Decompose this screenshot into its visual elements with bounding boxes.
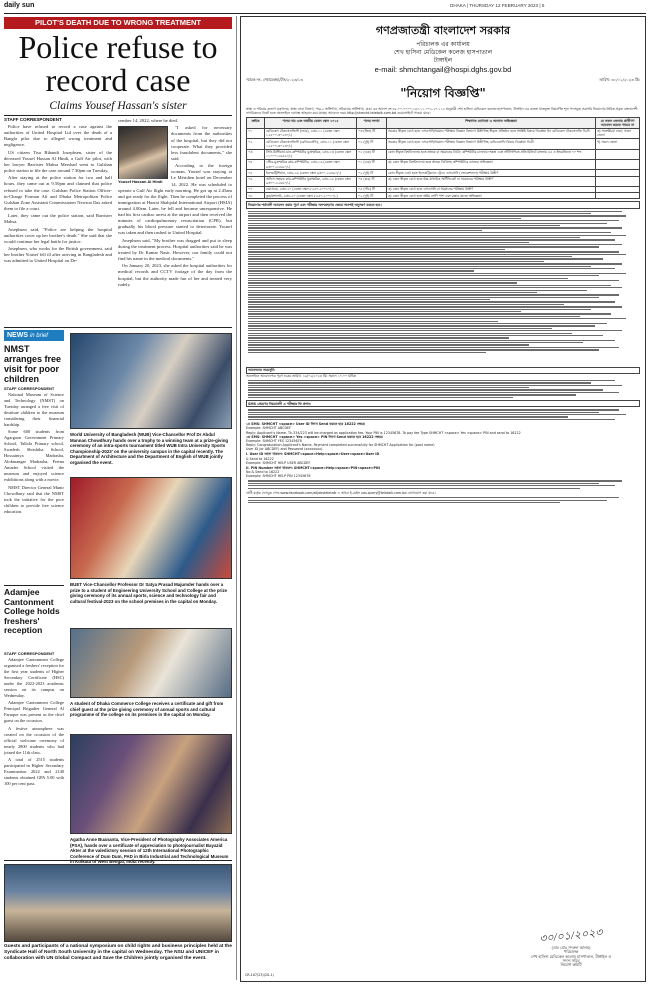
ad-conditions-list: [246, 209, 640, 367]
brief-paragraph: A festive atmosphere was created on the occasion of the official welcome ceremony of nearly 2800 students who had joined the 11th class.: [4, 725, 64, 755]
table-cell: কুক/মশালচি, গ্রেড-২০ (বেতন স্কেল ৮২৫০-২০০১০/-): [265, 193, 357, 199]
brief-divider: [4, 585, 64, 586]
brief-adamjee-byline: STAFF CORRESPONDENT: [4, 651, 55, 656]
ad-online-rules: [246, 378, 640, 400]
ad-office: পরিচালক এর কার্যালয়: [416, 41, 470, 48]
table-row: [247, 149, 640, 159]
ad-online-start: অনলাইনে আবেদনপত্র পূরণ শুরুর তারিখ: ১৬/০২/২০২৩ খ্রি: সকাল ১০.০০ ঘটিকা: [246, 373, 357, 378]
story-byline: STAFF CORRESPONDENT: [4, 117, 62, 122]
ad-conditions-title: নিয়োগের শর্তাবলী আবেদন করার পূর্বে এবং পরীক্ষায় অংশগ্রহণের ক্ষেত্রে অবশ্যই অনুসরণ করতে হবে।: [246, 201, 640, 208]
ad-sms2: ২য় SMS: SHMCHT <space> Yes <space> PIN লিখে Send করতে হবে 16222 নম্বরে।: [246, 434, 383, 439]
table-cell: ০৫: [247, 170, 265, 176]
brief-paragraph: Some 600 students from Agargaon Government Primary School, Tallola Primary school, Swadesh Shrishtha School, Hossainiya Madrasha, Alokmangar Madrasha, Prerna Amader School visited the museum and enjoyed science exhibitions along with a movie.: [4, 429, 64, 483]
table-row: [247, 139, 640, 149]
table-cell: ক) কোন স্বীকৃত বিশ্ববিদ্যালয় হতে স্নাতক ডিগ্রিসহ কম্পিউটারে কাজের অভিজ্ঞতা: [387, 159, 596, 169]
ad-online-title: আবেদনের সময়সূচী:: [246, 367, 640, 374]
story-paragraph: Police have refused to record a case against the authorities of United Hospital Ltd over the death of a Bangla pilot due to alleged wrong treatment and negligence.: [4, 124, 112, 148]
table-header-cell: যে সকল জেলার প্রার্থীগণ আবেদন করতে পারবে না: [596, 118, 640, 128]
ad-forgot-pin: II. PIN Number জানা থাকলে: SHMCHT<space>Help<space>PIN<space>PIN: [246, 465, 380, 470]
table-cell: ক) সাতক্ষীরা/ ঢাকা; সকল জেলা: [596, 128, 640, 138]
table-cell: সরকার স্বীকৃত বোর্ড হতে এসএসসি/সমমান পরীক্ষায় বিজ্ঞান বিভাগে উত্তীর্ণসহ রেডিওগ্রাফি বিষয়ে ডিপ্লোমা ডিগ্রী: [387, 139, 596, 149]
ad-footer-note: প্রার্থী কর্তৃক ফেসবুক পেজ www.facebook.com/alljobsteletalk এ অথবা ই-মেইল vas.query@teletalk.com.bd যোগাযোগ করা যাবে।: [246, 490, 436, 495]
table-cell: ০৪ (চার) টি: [357, 176, 387, 186]
table-row: [247, 193, 640, 199]
buet-prize-photo: [70, 477, 232, 579]
story-col1: [4, 124, 112, 324]
table-cell: ০৩ (তিন) টি: [357, 128, 387, 138]
brief-nmst-headline: NMST arranges free visit for poor children: [4, 344, 62, 384]
table-header-row: [247, 118, 640, 128]
table-header-cell: শিক্ষাগত যোগ্যতা ও অন্যান্য অভিজ্ঞতা: [387, 118, 596, 128]
table-row: [247, 159, 640, 169]
photos-bottom-rule: [4, 860, 232, 861]
column-divider: [236, 16, 237, 980]
ad-hospital: শেখ হাসিনা মেডিকেল কলেজ হাসপাতাল: [393, 49, 493, 56]
ad-signature: ৩০/০১/২০২৩: [538, 926, 604, 946]
table-cell: ০৩: [247, 149, 265, 159]
table-cell: ০৭: [247, 186, 265, 192]
table-cell: ক) কোন স্বীকৃত বোর্ড হতে উচ্চ মাধ্যমিক সার্টিফিকেট বা সমমানের পরীক্ষায় উত্তীর্ণ: [387, 176, 596, 186]
brief-paragraph: National Museum of Science and Technology (NMST) on Tuesday arranged a free visit of destitute children to the museum considering their financial hardship.: [4, 392, 64, 427]
table-cell: ওয়ার্ডবয়, গ্রেড-২০ (বেতন স্কেল ৮২৫০-২০০১০/-): [265, 186, 357, 192]
table-cell: খ) সকল জেলা: [596, 139, 640, 149]
table-cell: [596, 149, 640, 159]
ad-signer-role: সদস্য সচিব: [562, 957, 580, 963]
table-cell: ০২ (দুই) টি: [357, 139, 387, 149]
ad-reply2: Reply: Congratulation Applicant's Name, Payment completed successfully for SHMCHT Application for (post name): [246, 443, 435, 448]
ad-pin-example: Example: SHMCHT HELP PIN 12345678: [246, 474, 311, 479]
ad-email: e-mail: shmchtangail@hospi.dghs.gov.bd: [374, 65, 512, 74]
ad-signer-title: পরিচালক: [563, 949, 579, 955]
ad-example2: Example: SHMCHT YES 12345678: [246, 438, 302, 443]
brief-paragraph: Adamjee Cantonment College Principal Brigadier General Al Faruque was present as the chief guest on the occasion.: [4, 700, 64, 724]
story-col2: [118, 118, 232, 324]
ad-final-rules-2: [246, 495, 640, 505]
ad-reference: CR-107(23)(20-1): [245, 972, 274, 977]
ad-intro: স্বাস্থ্য ও পরিবার কল্যাণ মন্ত্রণালয়, স্বাস্থ্য সেবা বিভাগ, পার-২ অধিশাখা, সচিবালয় অধিশাখা, ঢাকা এর আদেশ নং ৪৫.০০.০০০০.১৪০.১১.০০২.২০.১১২ অনুযায়ী শেখ হাসিনা মেডিকেল কলেজ হাসপাতাল, টাঙ্গাইল এর রাজস্ব খাতভুক্ত নিম্নবর্ণিত শূন্য পদসমূহে সরাসরি নিয়োগের নিমিত্ত প্রকৃত বাংলাদেশী নাগরিকদের নিকট হতে অনলাইনে দরখাস্ত আহবান করা যাচ্ছে। আবেদন ফরম http://shmcht.teletalk.com.bd ওয়েবসাইটে পাওয়া যাবে।: [246, 107, 638, 116]
ad-signature-block: [511, 927, 631, 967]
ad-memo-number: স্মারক নং- শেহামেকহা/টাং/২০২৩/১৩: [246, 77, 303, 82]
table-cell: ইলেকট্রিশিয়ান, গ্রেড-১৬ (বেতন স্কেল ৯৩০০-২২৪৯০/-): [265, 170, 357, 176]
symposium-photo-caption: Guests and participants of a national symposium on child rights and business principles held at the Syndicate Hall of North South University in the capital on Wednesday. The NSU and UNICEF in collaboration with UN Global Compact and Save the Children jointly organised the event.: [4, 944, 232, 961]
story-subhead-rule: [4, 115, 232, 116]
table-cell: মেডিকেল টেকনোলজিস্ট (রেডিওগ্রাফি), গ্রেড-১১ (বেতন স্কেল ১২৫০০-৩০২৩০/-): [265, 139, 357, 149]
brief-adamjee-headline: Adamjee Cantonment College holds freshers' reception: [4, 587, 60, 635]
commerce-photo-caption: A student of Dhaka Commerce College receives a certificate and gift from chief guest at the prize giving ceremony of annual sports and cultural programme of the college on its premises in the capital on Monday.: [70, 701, 224, 717]
story-paragraph: Later, they came out the police station, said Barrister Mahsa.: [4, 213, 112, 225]
brief-paragraph: NMST Director General Munir Chowdhury said that the NMST took the initiative for the poor children to provide free science education.: [4, 484, 64, 514]
in-brief-label: in brief: [29, 333, 48, 339]
table-cell: অফিস সহায়ক কাম-কম্পিউটার মুদ্রাক্ষরিক, গ্রেড-১৬ (বেতন স্কেল ৯৩০০-২২৪৯০/-): [265, 176, 357, 186]
story-paragraph: After staying at the police station for two and half hours, they came out at 9.50pm and claimed that police refused to take the case. Gulshan Police Station Officer-in-Charge Forman Ali and Dhaka Metropolitan Police Gulshan Zone Assistant Commissioner Newton Das asked them to file a court.: [4, 175, 112, 211]
brief-paragraph: A total of 2515 students participated in Higher Secondary Examination 2022 and 2140 students obtained GPA 5.00 with 100 per cent pass.: [4, 756, 64, 786]
ad-userid-line: User ID (or ABCDEF) and Password (xxxxxxxx).: [246, 447, 324, 452]
table-cell: ০৬: [247, 176, 265, 186]
table-cell: সিনি.মিস্টিয়ার্ড মান-কম্পিউটার মুদ্রাক্ষরিক, গ্রেড-১৩ (বেতন স্কেল ১১০০০-২৬৫৯০/-): [265, 149, 357, 159]
ad-reply1: Reply: Applicant's Name, Tk-334/223 will be charged as application fee. Your PIN is 12345678. To pay fee Type SHMCHT <space> Yes <space> PIN and send to 16222: [246, 430, 521, 435]
ad-notice-title: "নিয়োগ বিজ্ঞপ্তি": [400, 86, 486, 100]
wub-photo-caption: World University of Bangladesh (WUB) Vice-Chancellor Prof Dr Abdul Mannan Chowdhury hands over a trophy to a winning team at a prize-giving ceremony of an intra-sports tournament titled WUB Intra University Sports Championship-2023' on the university campus in the capital recently. The Department of Architecture and the Department of English of WUB jointly organised the event.: [70, 432, 229, 465]
photography-photo-caption: Agatha Anne Buananta, Vice-President of Photography Associates America (PSA), hands over a certificate of appreciation to photojournalist Bayazid Akter at the valedictory session of 12th International Photographic Conference of Dum Dum, PAD in Birla Industrial and Technological Museum in Kolkata of West Bengal, India recently.: [70, 837, 229, 864]
table-cell: সরকার স্বীকৃত বোর্ড হতে এসএসসি/সমমান পরীক্ষায় বিজ্ঞান বিভাগে উত্তীর্ণসহ স্বীকৃত প্রতিষ্ঠান হতে সংশ্লিষ্ট বিষয়ে ডিপ্লোমা ইন মেডিকেল টেকনোলজি ডিগ্রী: [387, 128, 596, 138]
news-in-brief-banner: [4, 330, 64, 341]
ad-forgot-userid: I. User ID জানা থাকলে: SHMCHT<space>Help<space>User<space>User ID: [246, 452, 380, 457]
symposium-group-photo: [4, 864, 232, 942]
brief-nmst-body: [4, 392, 64, 580]
ad-pin-send: No & Send to 16222: [246, 469, 280, 474]
story-kicker: PILOT'S DEATH DUE TO WRONG TREATMENT: [4, 17, 232, 29]
table-cell: ০২ (দুই) টি: [357, 170, 387, 176]
story-paragraph: "I asked for necessary documents from the authorities of the hospital, but they did not cooperate. What they provided less fraudulent documents," she said.: [171, 125, 232, 161]
table-cell: স্টোর-মুদ্রাক্ষরিক কাম-কম্পিউটার, গ্রেড-১৬ (বেতন স্কেল ৯৩০০-২২৪৯০/-): [265, 159, 357, 169]
pilot-portrait-photo: [118, 126, 168, 182]
ad-signer-name: (ডাঃ মোঃ সদরুল আলম): [551, 945, 591, 951]
table-cell: কোন স্বীকৃত বোর্ড হতে ইলেকট্রিক্যাল ট্রেডে এসএসসি (ভোকেশনাল) পরীক্ষায় উত্তীর্ণ: [387, 170, 596, 176]
table-cell: ক) কোন স্বীকৃত বোর্ড হতে এসএসসি বা সমমানের পরীক্ষায় উত্তীর্ণ: [387, 186, 596, 192]
wub-trophy-photo: [70, 333, 232, 429]
table-row: [247, 128, 640, 138]
news-label: NEWS: [7, 332, 28, 339]
story-paragraph: Josephsen, who works for the British government, said her brother Yousef fell ill after arriving in Bangladesh and was admitted to United Hospital on De-: [4, 246, 112, 264]
table-cell: ০১ (এক) টি: [357, 149, 387, 159]
ad-sms-title: SMS প্রেরণের নিয়মাবলী ও পরীক্ষার ফি প্রদান:: [246, 400, 640, 407]
table-header-cell: ক্রমিক: [247, 118, 265, 128]
buet-photo-caption: BUET Vice-Chancellor Professor Dr Satya Prasad Majumder hands over a prize to a student of Engineering University School and College at the prize giving ceremony of its annual sports, science and technology fair and cultural festival-2023 on the school premises in the capital on Monday.: [70, 582, 228, 604]
story-paragraph: US citizen Tisa Rihandi Josephsen, sister of the deceased Yousef Hassan Al Hindi, a Gulf Air pilot, with her lawyer Barrister Mahsa Mershad went to Gulshan police station to file the case around 7.30pm on Tuesday.: [4, 149, 112, 173]
ad-forgot-example: Example: SHMCHT HELP USER ABCDEF: [246, 460, 311, 465]
brief-nmst-byline: STAFF CORRESPONDENT: [4, 386, 55, 391]
ad-forgot-send: & Send to 16222: [246, 456, 274, 461]
story-paragraph: Josephsen said, "Police are helping the hospital authorities cover up her brother's death." She said that she would continue her legal battle for justice.: [4, 226, 112, 244]
ad-sms-rules: [246, 407, 640, 422]
table-cell: ০২ (দুই) টি: [357, 193, 387, 199]
ad-signer-committee: নিয়োগ কমিটি: [560, 961, 582, 967]
masthead-brand: daily sun: [4, 2, 35, 9]
ad-city: টাঙ্গাইল: [433, 57, 453, 64]
table-cell: ক) কোন স্বীকৃত বোর্ড হতে অষ্টম শ্রেণি পাশ এবং রান্নার কাজে অভিজ্ঞতা: [387, 193, 596, 199]
table-cell: [596, 176, 640, 186]
story-paragraph: According to the foreign woman, Yousef was staying at Le Méridien hotel on December 14, 2022. He was scheduled to operate a Gulf Air flight early morning. He got up at 2.45am and got ready for the flight. Then he completed the process of immigration at Hazrat Shahjalal International Airport (HSIA) around 4.00am. Later, he fell and became unresponsive. He had his first cardiac arrest at the airport and then received the minutes of cardiopulmonary resuscitation (CPR), but gradually his blood pressure started to deteriorate. Yousef was taken and then rushed to United Hospital.: [118, 163, 232, 236]
table-row: [247, 176, 640, 186]
ad-signer-org: শেখ হাসিনা মেডিকেল কলেজ হাসপাতাল, টাঙ্গাইল ও: [530, 953, 612, 959]
table-cell: ০৫ (পাঁচ) টি: [357, 186, 387, 192]
story-subhead: Claims Yousef Hassan's sister: [49, 100, 187, 112]
story-paragraph: cember 14, 2022, where he died.: [118, 118, 178, 123]
table-header-cell: পদের সংখ্যা: [357, 118, 387, 128]
brief-adamjee-body: [4, 657, 64, 857]
table-cell: ০৪: [247, 159, 265, 169]
table-cell: ০১ (এক) টি: [357, 159, 387, 169]
commerce-college-photo: [70, 628, 232, 698]
table-cell: [596, 193, 640, 199]
masthead-dateline: DHAKA | THURSDAY 12 FEBRUARY 2023 | 5: [450, 3, 545, 8]
table-cell: ০৮: [247, 193, 265, 199]
table-cell: ০১: [247, 128, 265, 138]
masthead-rule: [4, 13, 646, 14]
brief-paragraph: Adamjee Cantonment College organised a freshers' reception for the first year students of Higher Secondary Certificate (HSC) under the 2022-2023 academic session on its campus on Wednesday.: [4, 657, 64, 698]
story-paragraph: On January 20, 2023, she asked the hospital authorities for medical records and CCTV footage of the day from the hospital, but the authority made fun of her and treated very rudely.: [118, 263, 232, 287]
ad-date: তারিখ: ৩০/০১/২০২৩ খ্রি:: [599, 77, 640, 82]
ad-vacancy-table: [246, 117, 640, 199]
ad-sms1: ১ম SMS: SHMCHT <space> User ID লিখে Send করতে হবে 16222 নম্বরে।: [246, 422, 366, 427]
photography-award-photo: [70, 734, 232, 834]
story-paragraph: Josephsen said, "My brother was dragged and put to sleep during the treatment process. Hospital authorities said he was treated by Dr Kamar Nasir. However, our family could not find his name in the medical documents.": [118, 237, 232, 261]
pilot-photo-caption: Yousef Hassan Al Hindi: [118, 179, 170, 185]
table-cell: মেডিকেল টেকনোলজিস্ট (ল্যাব), গ্রেড-১১ (বেতন স্কেল ১২৫০০-৩০২৩০/-): [265, 128, 357, 138]
table-cell: ০২: [247, 139, 265, 149]
ad-gov-title: গণপ্রজাতন্ত্রী বাংলাদেশ সরকার: [375, 24, 511, 37]
table-cell: কোন স্বীকৃত বিশ্ববিদ্যালয় হতে স্নাতক বা সমমানের ডিগ্রি; কম্পিউটার চালনায় দক্ষতা এবং সাঁটলিপিতে প্রতি মিনিটে বাংলায় ৪৫ ও ইংরেজিতে ৭০ শব্দ: [387, 149, 596, 159]
table-header-cell: পদের নাম এবং জাতীয় বেতন স্কেল ২০১৫: [265, 118, 357, 128]
ad-final-rules: [246, 478, 640, 491]
story-bottom-rule: [4, 327, 232, 328]
story-headline: Police refuse to record case: [18, 29, 218, 98]
table-cell: [596, 159, 640, 169]
government-ad: [240, 16, 646, 982]
ad-example1: Example: SHMCHT ABCDEF: [246, 426, 292, 431]
